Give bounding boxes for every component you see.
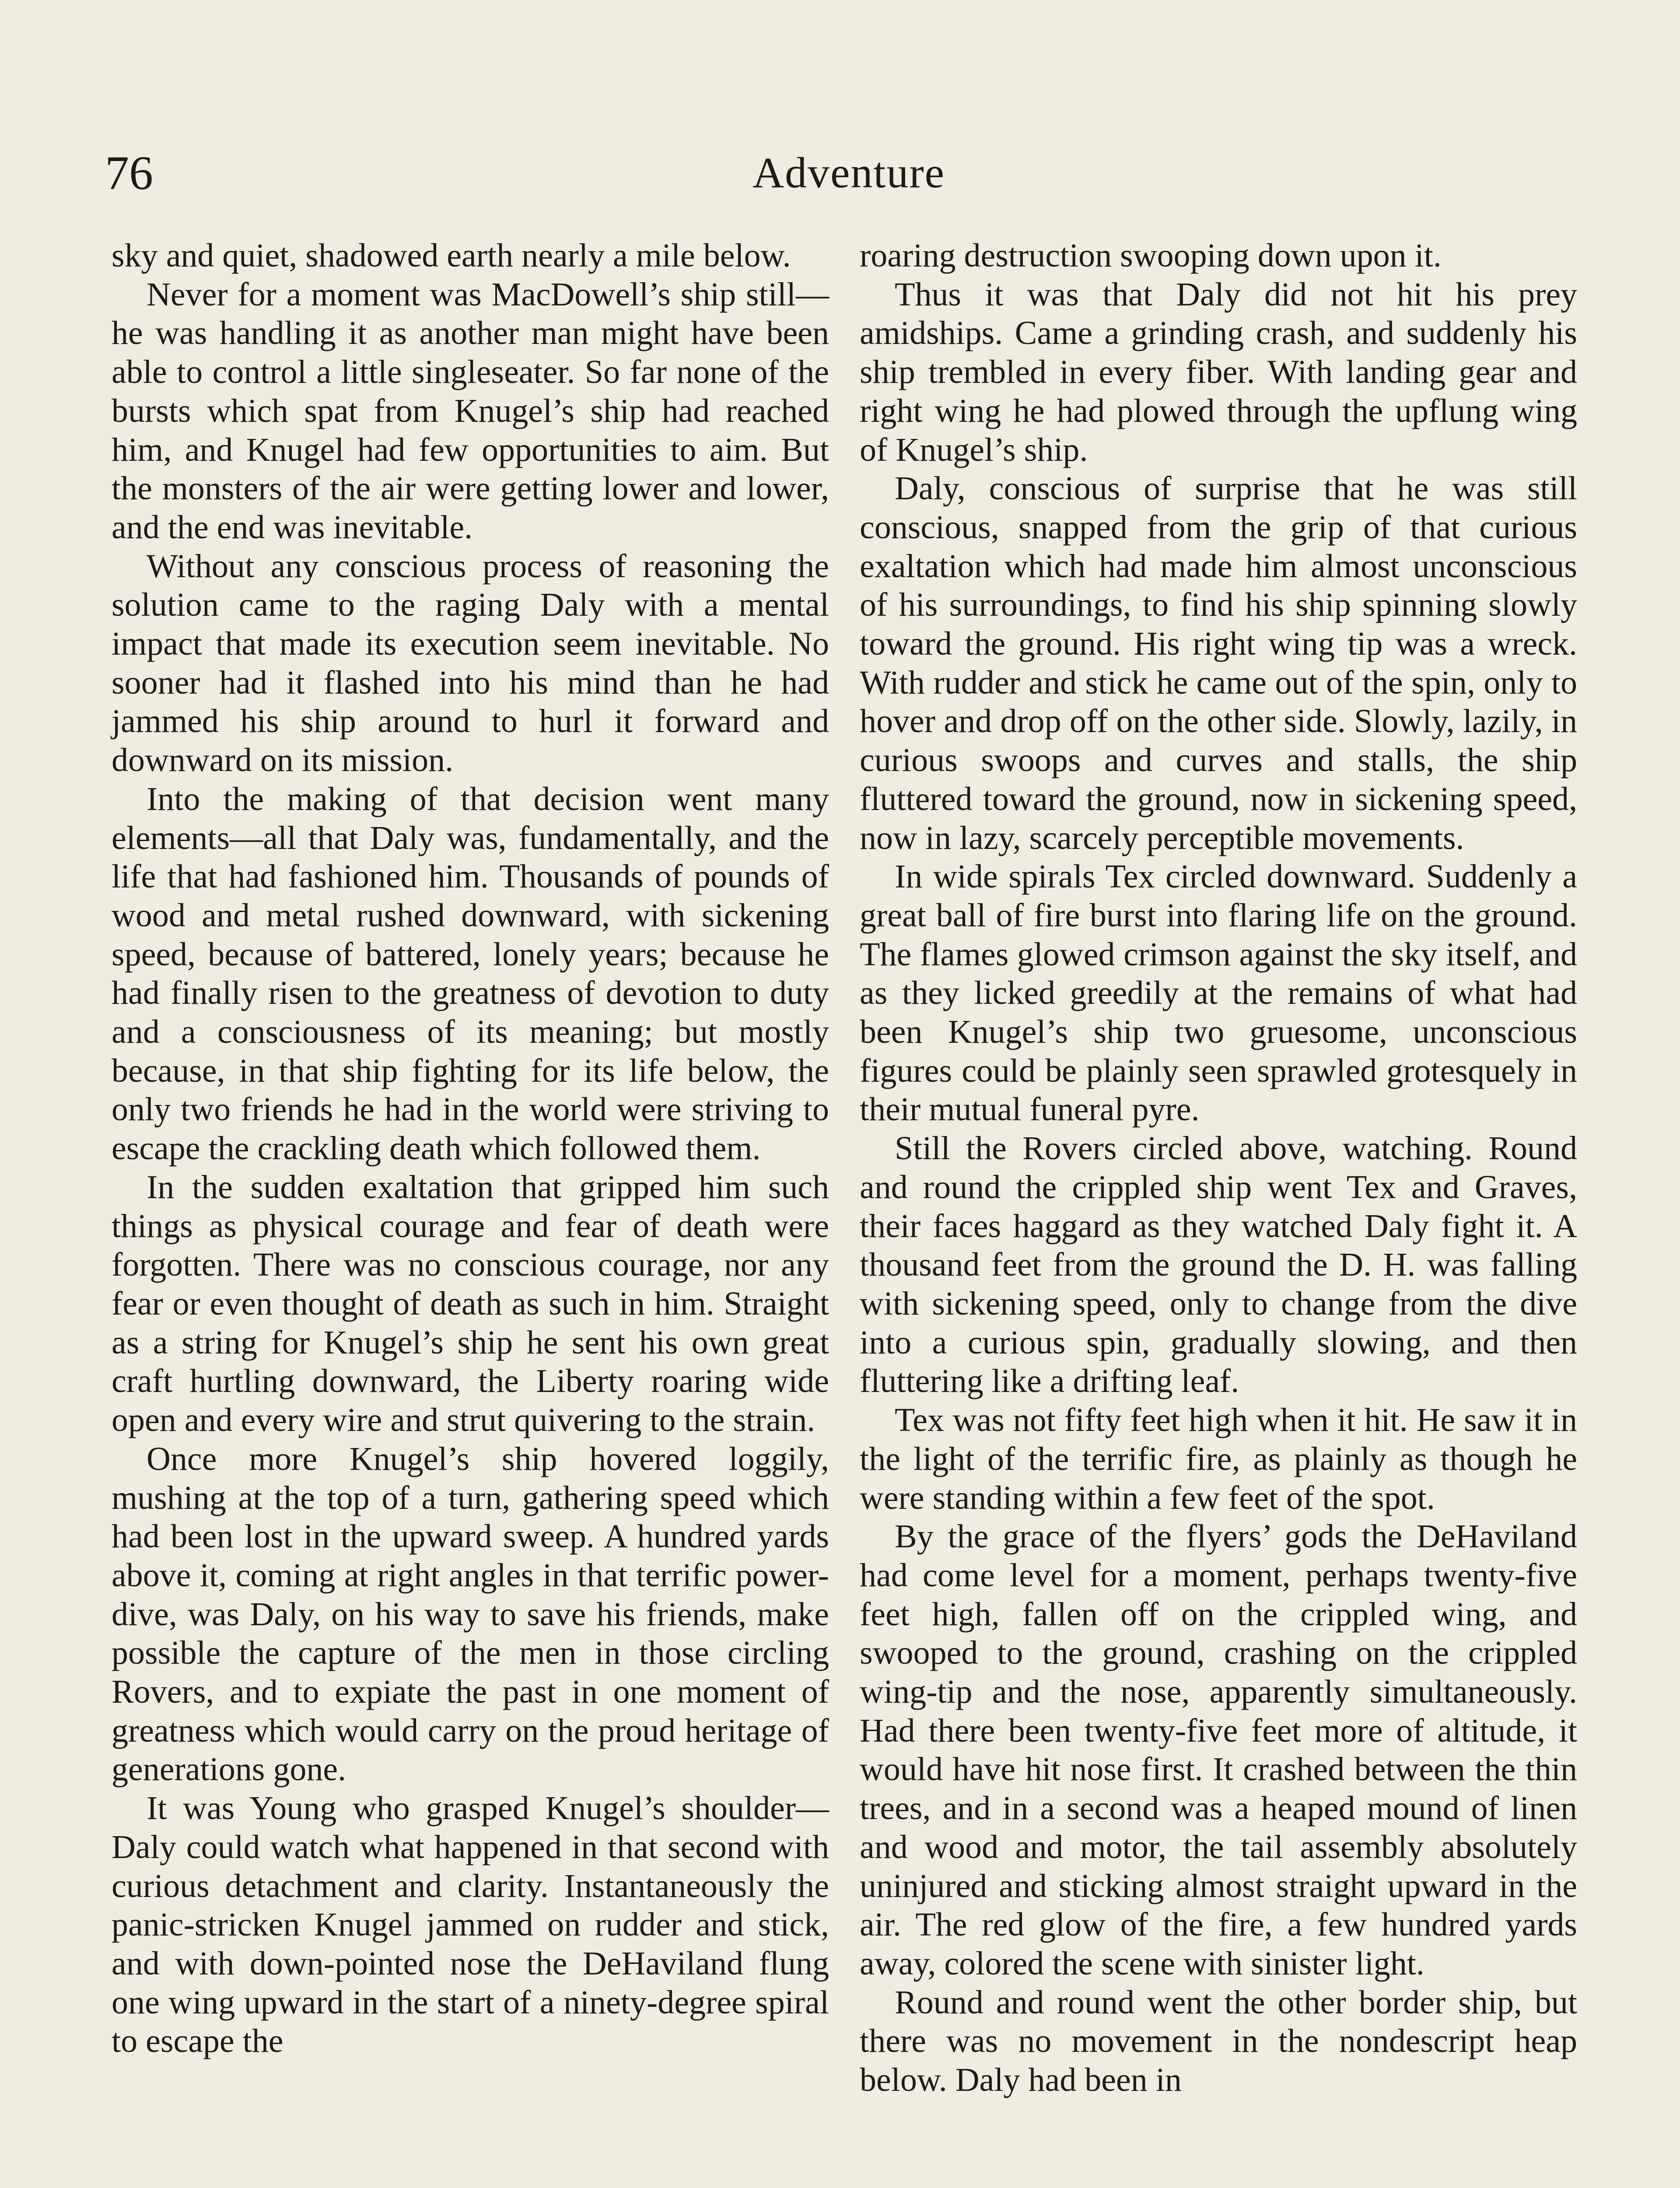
paragraph: Into the making of that decision went many elements—all that Daly was, fundamentally, and the life that had fashioned him. Thousands of pounds of wood and metal rushed downward, with sickening speed, because of battered, lonely years; because he had finally risen to the greatness of devotion to duty and a consciousness of its meaning; but mostly because, in that ship fighting for its life below, the only two friends he had in the world were striving to escape the crackling death which followed them.: [112, 780, 829, 1167]
paragraph: Round and round went the other border ship, but there was no movement in the nondescript heap below. Daly had been in: [860, 1984, 1577, 2099]
left-column: [112, 236, 829, 2061]
page-header: [105, 131, 1592, 219]
paragraph: Still the Rovers circled above, watching. Round and round the crippled ship went Tex and Graves, their faces haggard as they watched Daly fight it. A thousand feet from the ground the D. H. was falling with sickening speed, only to change from the dive into a curious spin, gradually slowing, and then fluttering like a drifting leaf.: [860, 1130, 1577, 1400]
paragraph: In the sudden exaltation that gripped him such things as physical courage and fear of death were forgotten. There was no conscious courage, nor any fear or even thought of death as such in him. Straight as a string for Knugel’s ship he sent his own great craft hurtling downward, the Liberty roaring wide open and every wire and strut quivering to the strain.: [112, 1168, 829, 1439]
magazine-title: Adventure: [752, 148, 945, 197]
paragraph: Once more Knugel’s ship hovered loggily, mushing at the top of a turn, gathering speed which had been lost in the upward sweep. A hundred yards above it, coming at right angles in that terrific power-dive, was Daly, on his way to save his friends, make possible the capture of the men in those circling Rovers, and to expiate the past in one moment of greatness which would carry on the proud heritage of generations gone.: [112, 1440, 829, 1788]
paragraph: In wide spirals Tex circled downward. Suddenly a great ball of fire burst into flaring life on the ground. The flames glowed crimson against the sky itself, and as they licked greedily at the remains of what had been Knugel’s ship two gruesome, unconscious figures could be plainly seen sprawled grotesquely in their mutual funeral pyre.: [860, 858, 1577, 1128]
paragraph: It was Young who grasped Knugel’s shoulder—Daly could watch what happened in that second with curious detachment and clarity. Instantaneously the panic-stricken Knugel jammed on rudder and stick, and with down-pointed nose the DeHaviland flung one wing upward in the start of a ninety-degree spiral to escape the: [112, 1790, 829, 2060]
paragraph: By the grace of the flyers’ gods the DeHaviland had come level for a moment, perhaps twenty-five feet high, fallen off on the crippled wing, and swooped to the ground, crashing on the crippled wing-tip and the nose, apparently simultaneously. Had there been twenty-five feet more of altitude, it would have hit nose first. It crashed between the thin trees, and in a second was a heaped mound of linen and wood and motor, the tail assembly absolutely uninjured and sticking almost straight upward in the air. The red glow of the fire, a few hundred yards away, colored the scene with sinister light.: [860, 1518, 1577, 1982]
paragraph: Daly, conscious of surprise that he was still conscious, snapped from the grip of that curious exaltation which had made him almost unconscious of his surroundings, to find his ship spinning slowly toward the ground. His right wing tip was a wreck. With rudder and stick he came out of the spin, only to hover and drop off on the other side. Slowly, lazily, in curious swoops and curves and stalls, the ship fluttered toward the ground, now in sickening speed, now in lazy, scarcely perceptible movements.: [860, 470, 1577, 856]
paragraph: Without any conscious process of reasoning the solution came to the raging Daly with a mental impact that made its execution seem inevitable. No sooner had it flashed into his mind than he had jammed his ship around to hurl it forward and downward on its mission.: [112, 547, 829, 779]
paragraph: Tex was not fifty feet high when it hit. He saw it in the light of the terrific fire, as plainly as though he were standing within a few feet of the spot.: [860, 1402, 1577, 1516]
paragraph: sky and quiet, shadowed earth nearly a mile below.: [112, 237, 791, 274]
page-number: 76: [105, 146, 153, 200]
right-column: [860, 236, 1577, 2100]
paragraph: roaring destruction swooping down upon it.: [860, 237, 1442, 274]
paragraph: Never for a moment was MacDowell’s ship still—he was handling it as another man might have been able to control a little singleseater. So far none of the bursts which spat from Knugel’s ship had reached him, and Knugel had few opportunities to aim. But the monsters of the air were getting lower and lower, and the end was inevitable.: [112, 276, 829, 546]
paragraph: Thus it was that Daly did not hit his prey amidships. Came a grinding crash, and suddenly his ship trembled in every fiber. With landing gear and right wing he had plowed through the upflung wing of Knugel’s ship.: [860, 276, 1577, 468]
